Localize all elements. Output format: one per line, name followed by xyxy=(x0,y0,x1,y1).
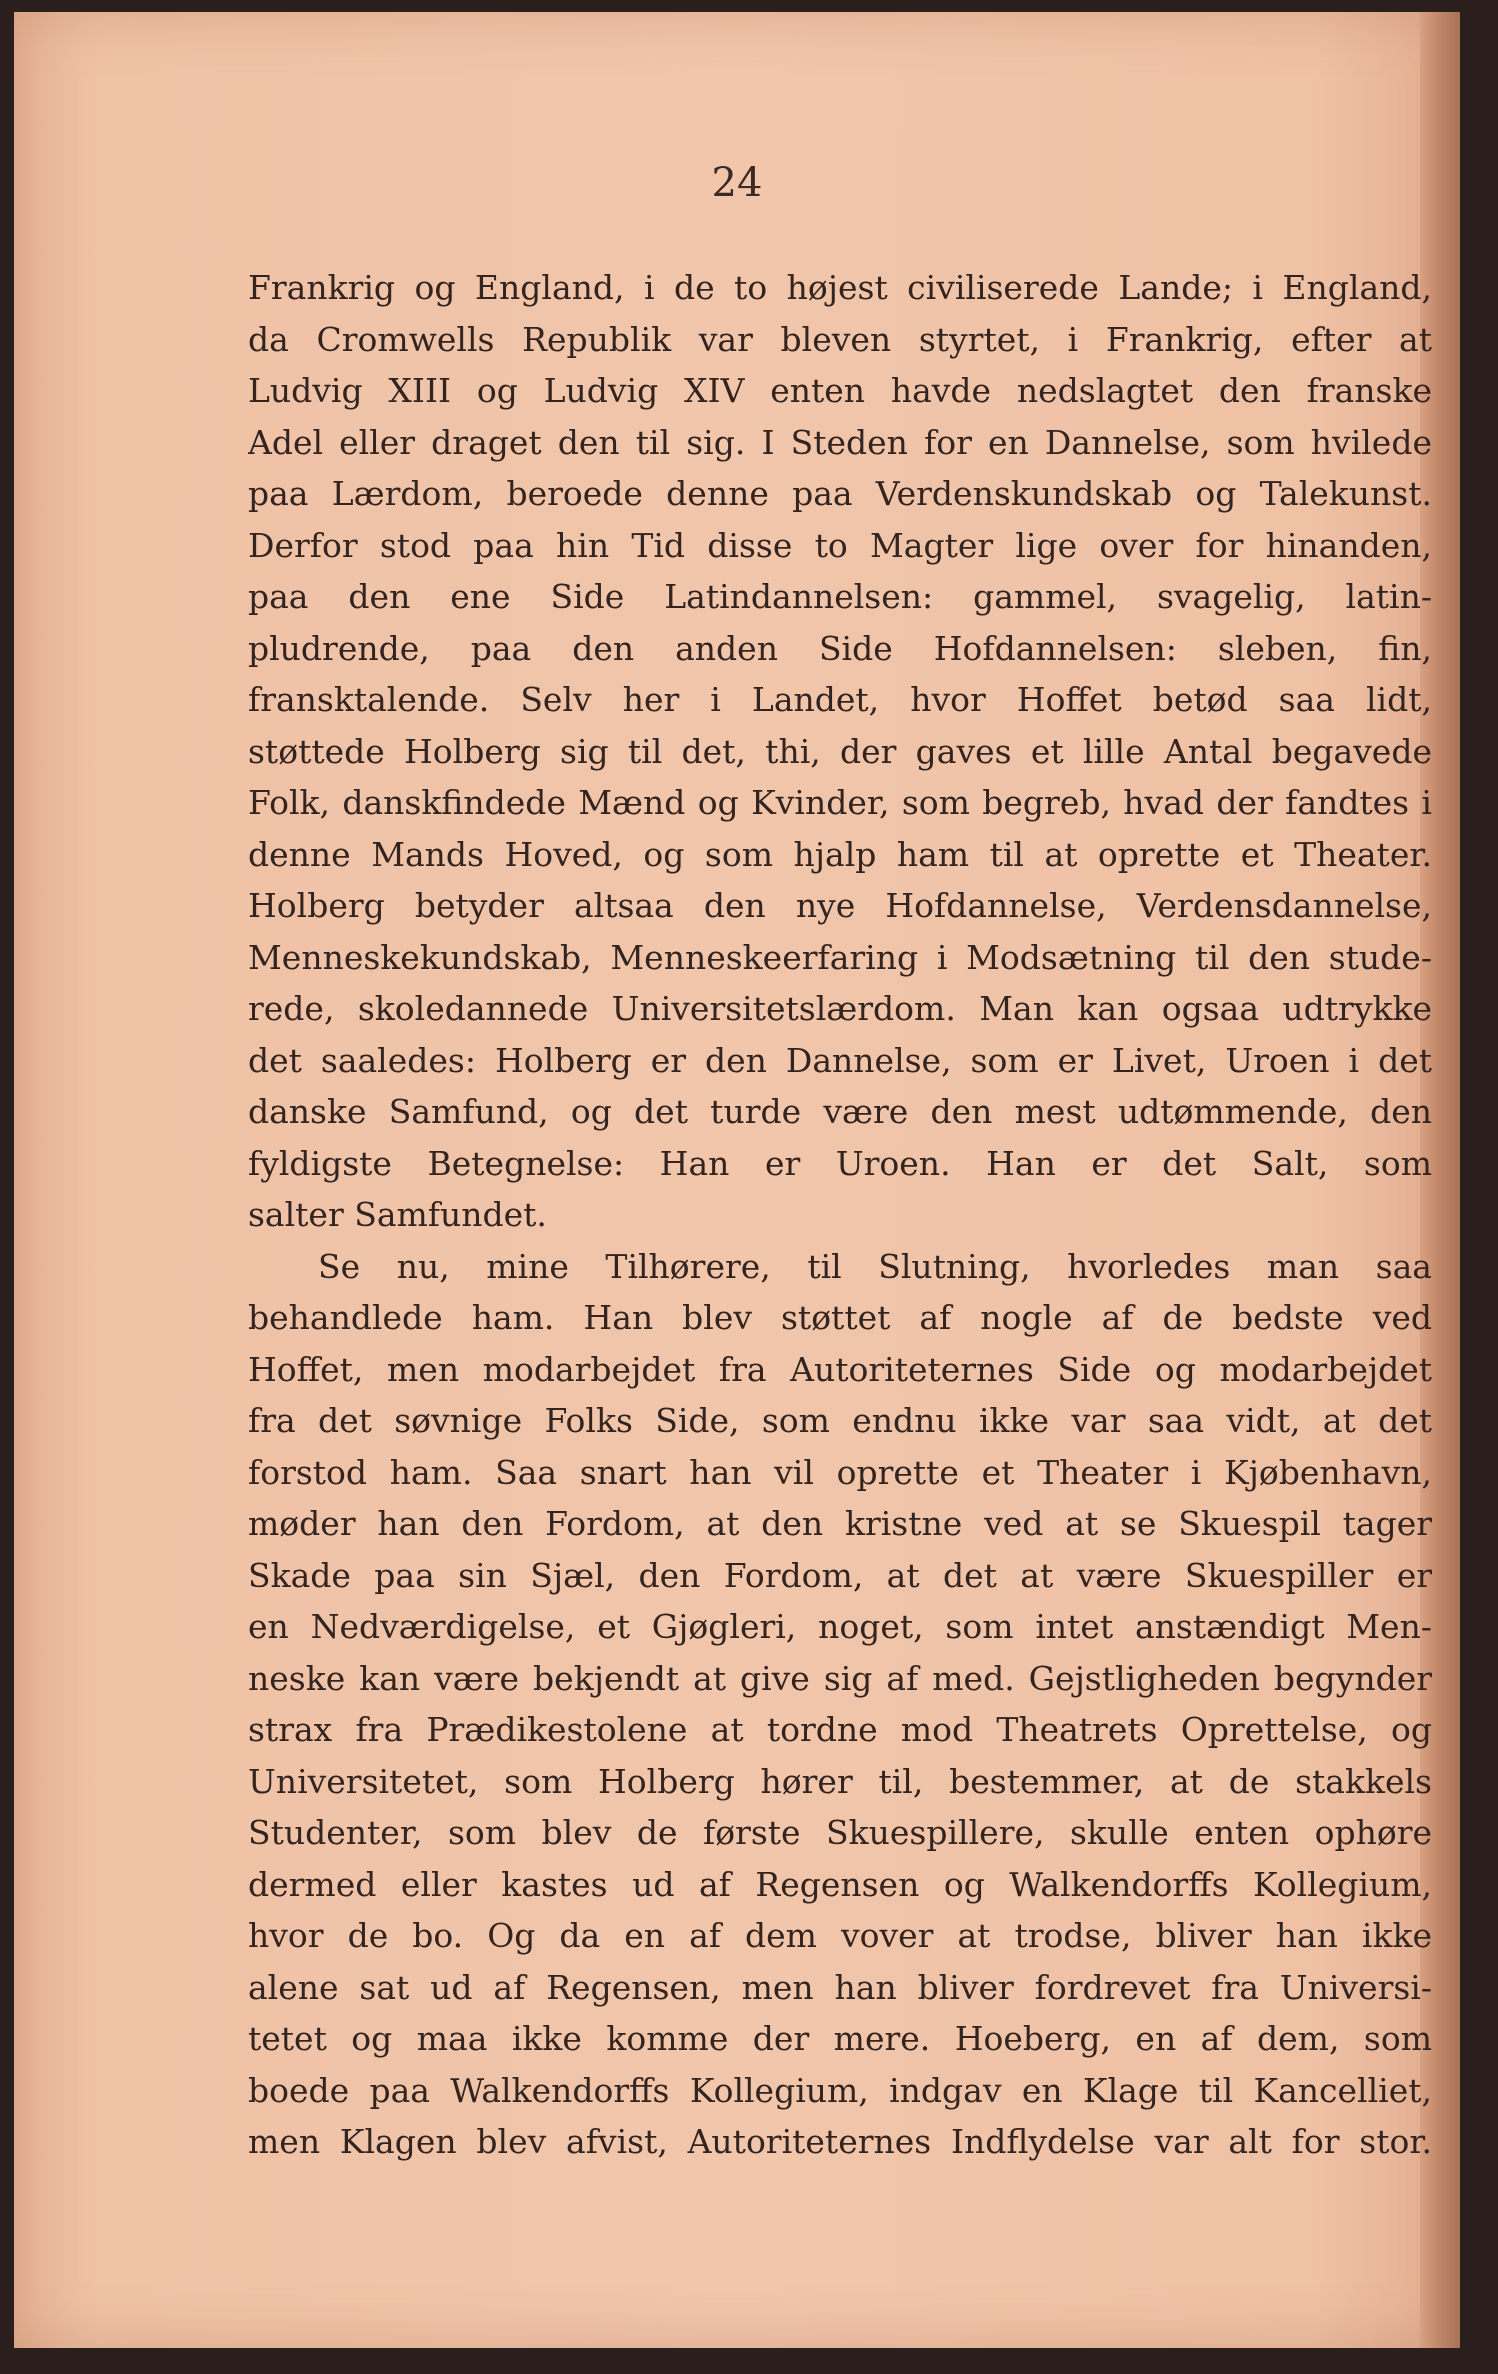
text-line: rede, skoledannede Universitetslærdom. Man kan ogsaa udtrykke xyxy=(248,989,1432,1028)
text-line: alene sat ud af Regensen, men han bliver fordrevet fra Universi- xyxy=(248,1967,1432,2007)
text-line: paa den ene Side Latindannelsen: gammel, svagelig, latin- xyxy=(248,577,1432,616)
book-page xyxy=(14,12,1460,2348)
text-line: behandlede ham. Han blev støttet af nogle af de bedste ved xyxy=(248,1298,1432,1337)
page-number: 24 xyxy=(711,160,763,206)
text-line: møder han den Fordom, at den kristne ved at se Skuespil tager xyxy=(248,1504,1432,1543)
text-line: Ludvig XIII og Ludvig XIV enten havde nedslagtet den franske xyxy=(248,371,1432,410)
text-line: Studenter, som blev de første Skuespillere, skulle enten ophøre xyxy=(248,1813,1432,1852)
text-line: Frankrig og England, i de to højest civiliserede Lande; i England, xyxy=(248,268,1432,307)
text-line: da Cromwells Republik var bleven styrtet, i Frankrig, efter at xyxy=(248,319,1432,359)
text-line: hvor de bo. Og da en af dem vover at trodse, bliver han ikke xyxy=(248,1916,1432,1955)
text-body xyxy=(248,262,1432,2168)
text-line: Adel eller draget den til sig. I Steden for en Dannelse, som hvilede xyxy=(248,422,1432,462)
text-line: men Klagen blev afvist, Autoriteternes Indflydelse var alt for stor. xyxy=(248,2122,1432,2161)
text-line: Hoffet, men modarbejdet fra Autoriteternes Side og modarbejdet xyxy=(248,1349,1432,1389)
text-line: tetet og maa ikke komme der mere. Hoeberg, en af dem, som xyxy=(248,2019,1432,2058)
text-line: støttede Holberg sig til det, thi, der gaves et lille Antal begavede xyxy=(248,731,1432,771)
text-line: danske Samfund, og det turde være den mest udtømmende, den xyxy=(248,1092,1432,1131)
text-line: Skade paa sin Sjæl, den Fordom, at det at være Skuespiller er xyxy=(248,1555,1432,1595)
text-line: strax fra Prædikestolene at tordne mod Theatrets Oprettelse, og xyxy=(248,1710,1432,1749)
text-line: fransktalende. Selv her i Landet, hvor Hoffet betød saa lidt, xyxy=(248,680,1432,719)
text-line: forstod ham. Saa snart han vil oprette et Theater i Kjøbenhavn, xyxy=(248,1452,1432,1492)
text-line: Universitetet, som Holberg hører til, bestemmer, at de stakkels xyxy=(248,1761,1432,1801)
text-line: neske kan være bekjendt at give sig af med. Gejstligheden begynder xyxy=(248,1658,1432,1698)
text-line: Derfor stod paa hin Tid disse to Magter lige over for hinanden, xyxy=(248,525,1432,565)
text-line: Holberg betyder altsaa den nye Hofdannelse, Verdensdannelse, xyxy=(248,886,1432,925)
text-line: dermed eller kastes ud af Regensen og Walkendorffs Kollegium, xyxy=(248,1864,1432,1904)
text-line: boede paa Walkendorffs Kollegium, indgav en Klage til Kancelliet, xyxy=(248,2070,1432,2110)
text-line: Menneskekundskab, Menneskeerfaring i Modsætning til den stude- xyxy=(248,937,1432,977)
text-line: pludrende, paa den anden Side Hofdannelsen: sleben, fin, xyxy=(248,628,1432,668)
text-line: en Nedværdigelse, et Gjøgleri, noget, som intet anstændigt Men- xyxy=(248,1607,1432,1646)
text-line: det saaledes: Holberg er den Dannelse, som er Livet, Uroen i det xyxy=(248,1040,1432,1080)
text-line: Folk, danskfindede Mænd og Kvinder, som begreb, hvad der fandtes i xyxy=(248,783,1432,822)
paragraph-first-line: Se nu, mine Tilhørere, til Slutning, hvorledes man saa xyxy=(318,1246,1432,1286)
text-line: fra det søvnige Folks Side, som endnu ikke var saa vidt, at det xyxy=(248,1401,1432,1440)
text-line: denne Mands Hoved, og som hjalp ham til at oprette et Theater. xyxy=(248,834,1432,874)
text-line: fyldigste Betegnelse: Han er Uroen. Han er det Salt, som xyxy=(248,1143,1432,1183)
text-line: paa Lærdom, beroede denne paa Verdenskundskab og Talekunst. xyxy=(248,474,1432,513)
paragraph-last-line: salter Samfundet. xyxy=(248,1195,547,1234)
